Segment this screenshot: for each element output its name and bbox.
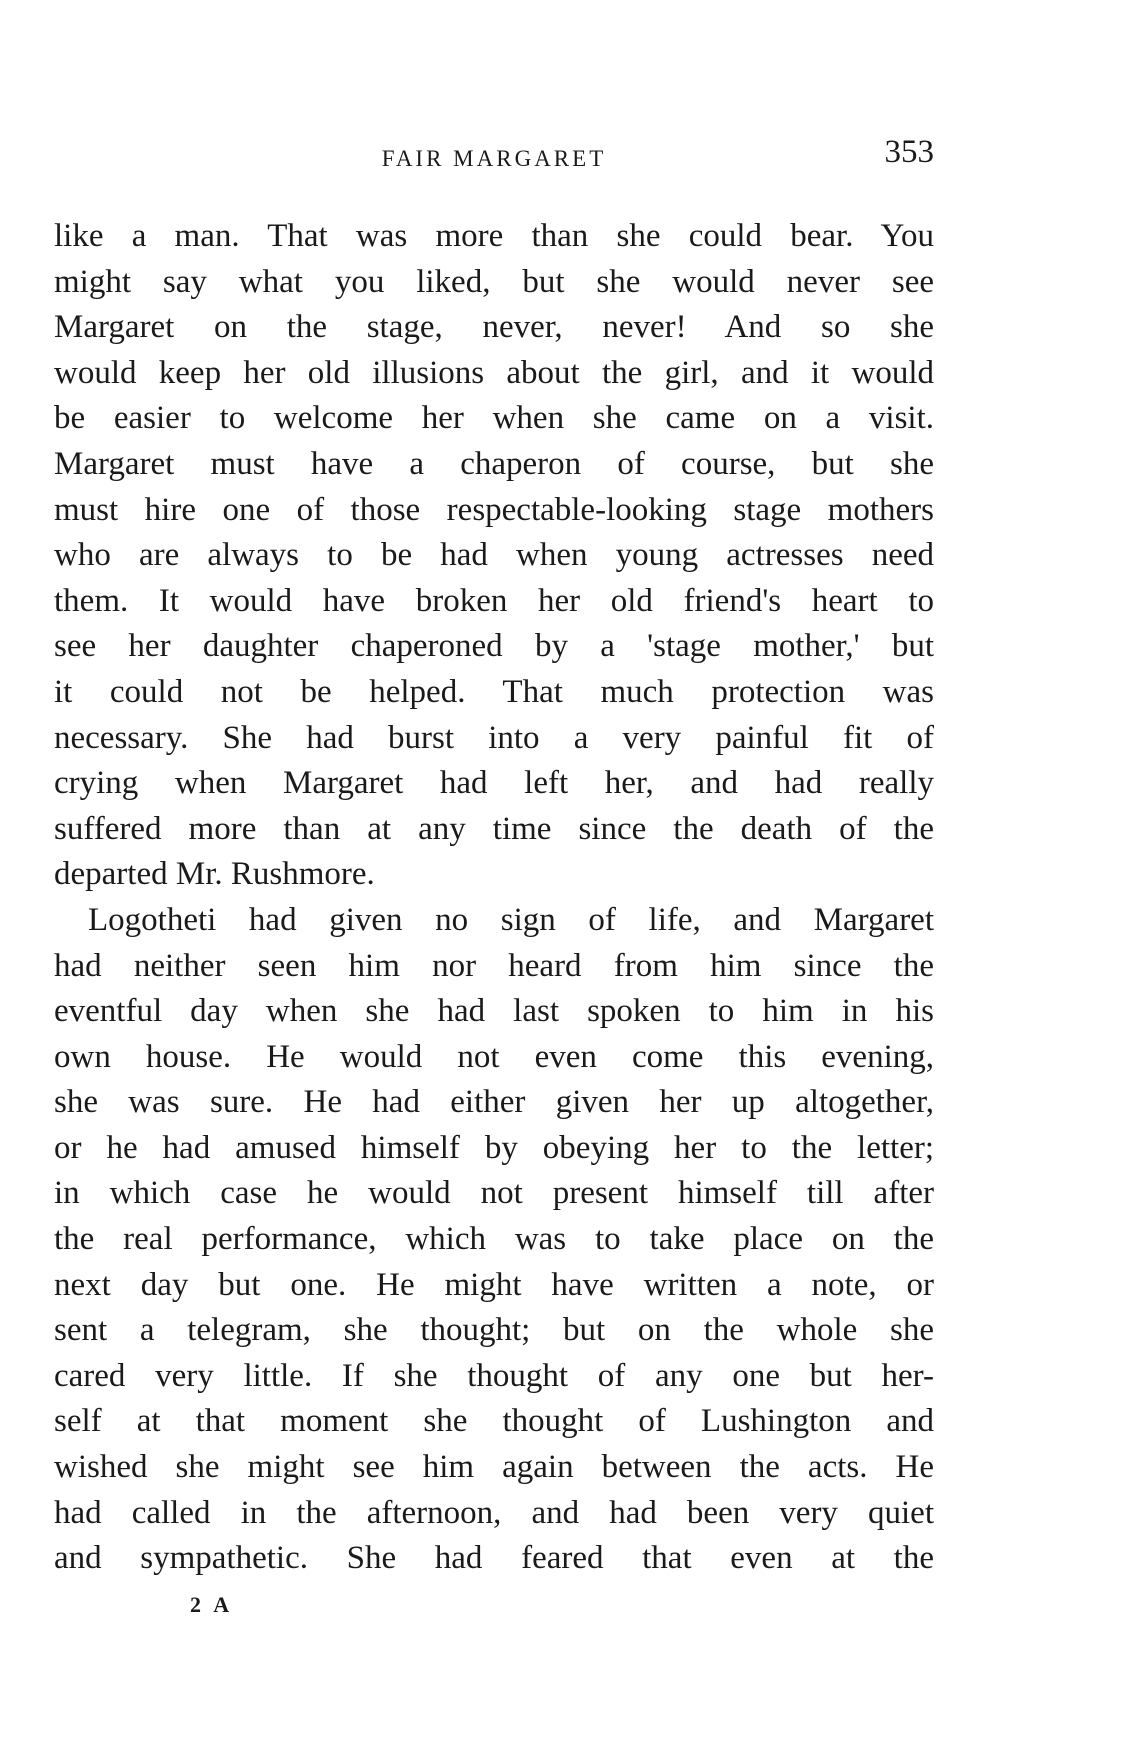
text-line: departed Mr. Rushmore. xyxy=(54,856,375,893)
text-line: own house. He would not even come this evening, xyxy=(54,1038,934,1075)
text-line: the real performance, which was to take place on the xyxy=(54,1221,934,1258)
text-line: eventful day when she had last spoken to him in his xyxy=(54,993,934,1030)
running-head xyxy=(54,132,934,192)
text-line: self at that moment she thought of Lushington and xyxy=(54,1403,934,1440)
text-line: cared very little. If she thought of any one but her- xyxy=(54,1357,934,1394)
text-line: Logotheti had given no sign of life, and Margaret xyxy=(88,901,934,938)
text-line: who are always to be had when young actresses need xyxy=(54,537,934,574)
text-line: like a man. That was more than she could bear. You xyxy=(54,218,934,254)
body-text xyxy=(54,214,934,1582)
text-line: sent a telegram, she thought; but on the whole she xyxy=(54,1312,934,1349)
text-line: must hire one of those respectable-looking stage mothers xyxy=(54,491,934,528)
text-line: crying when Margaret had left her, and had really xyxy=(54,765,934,802)
text-line: would keep her old illusions about the girl, and it would xyxy=(54,354,934,391)
text-line: them. It would have broken her old friend's heart to xyxy=(54,582,934,619)
signature-mark: 2 A xyxy=(190,1592,234,1617)
text-line: Margaret on the stage, never, never! And so she xyxy=(54,309,934,346)
text-line: be easier to welcome her when she came on a visit. xyxy=(54,400,934,437)
text-line: next day but one. He might have written a note, or xyxy=(54,1266,934,1303)
text-line: might say what you liked, but she would never see xyxy=(54,263,934,300)
page-number: 353 xyxy=(884,134,934,170)
text-line: wished she might see him again between the acts. He xyxy=(54,1449,934,1486)
text-line: suffered more than at any time since the death of the xyxy=(54,810,934,847)
text-line: or he had amused himself by obeying her to the letter; xyxy=(54,1129,934,1166)
running-title: FAIR MARGARET xyxy=(381,146,607,171)
text-line: it could not be helped. That much protection was xyxy=(54,673,934,710)
text-line: and sympathetic. She had feared that even at the xyxy=(54,1540,934,1577)
text-line: had neither seen him nor heard from him since the xyxy=(54,947,934,984)
text-line: had called in the afternoon, and had been very quiet xyxy=(54,1494,934,1531)
text-line: she was sure. He had either given her up altogether, xyxy=(54,1084,934,1121)
text-line: in which case he would not present himself till after xyxy=(54,1175,934,1212)
text-line: Margaret must have a chaperon of course, but she xyxy=(54,445,934,482)
text-line: see her daughter chaperoned by a 'stage mother,' but xyxy=(54,628,934,665)
text-line: necessary. She had burst into a very painful fit of xyxy=(54,719,934,756)
